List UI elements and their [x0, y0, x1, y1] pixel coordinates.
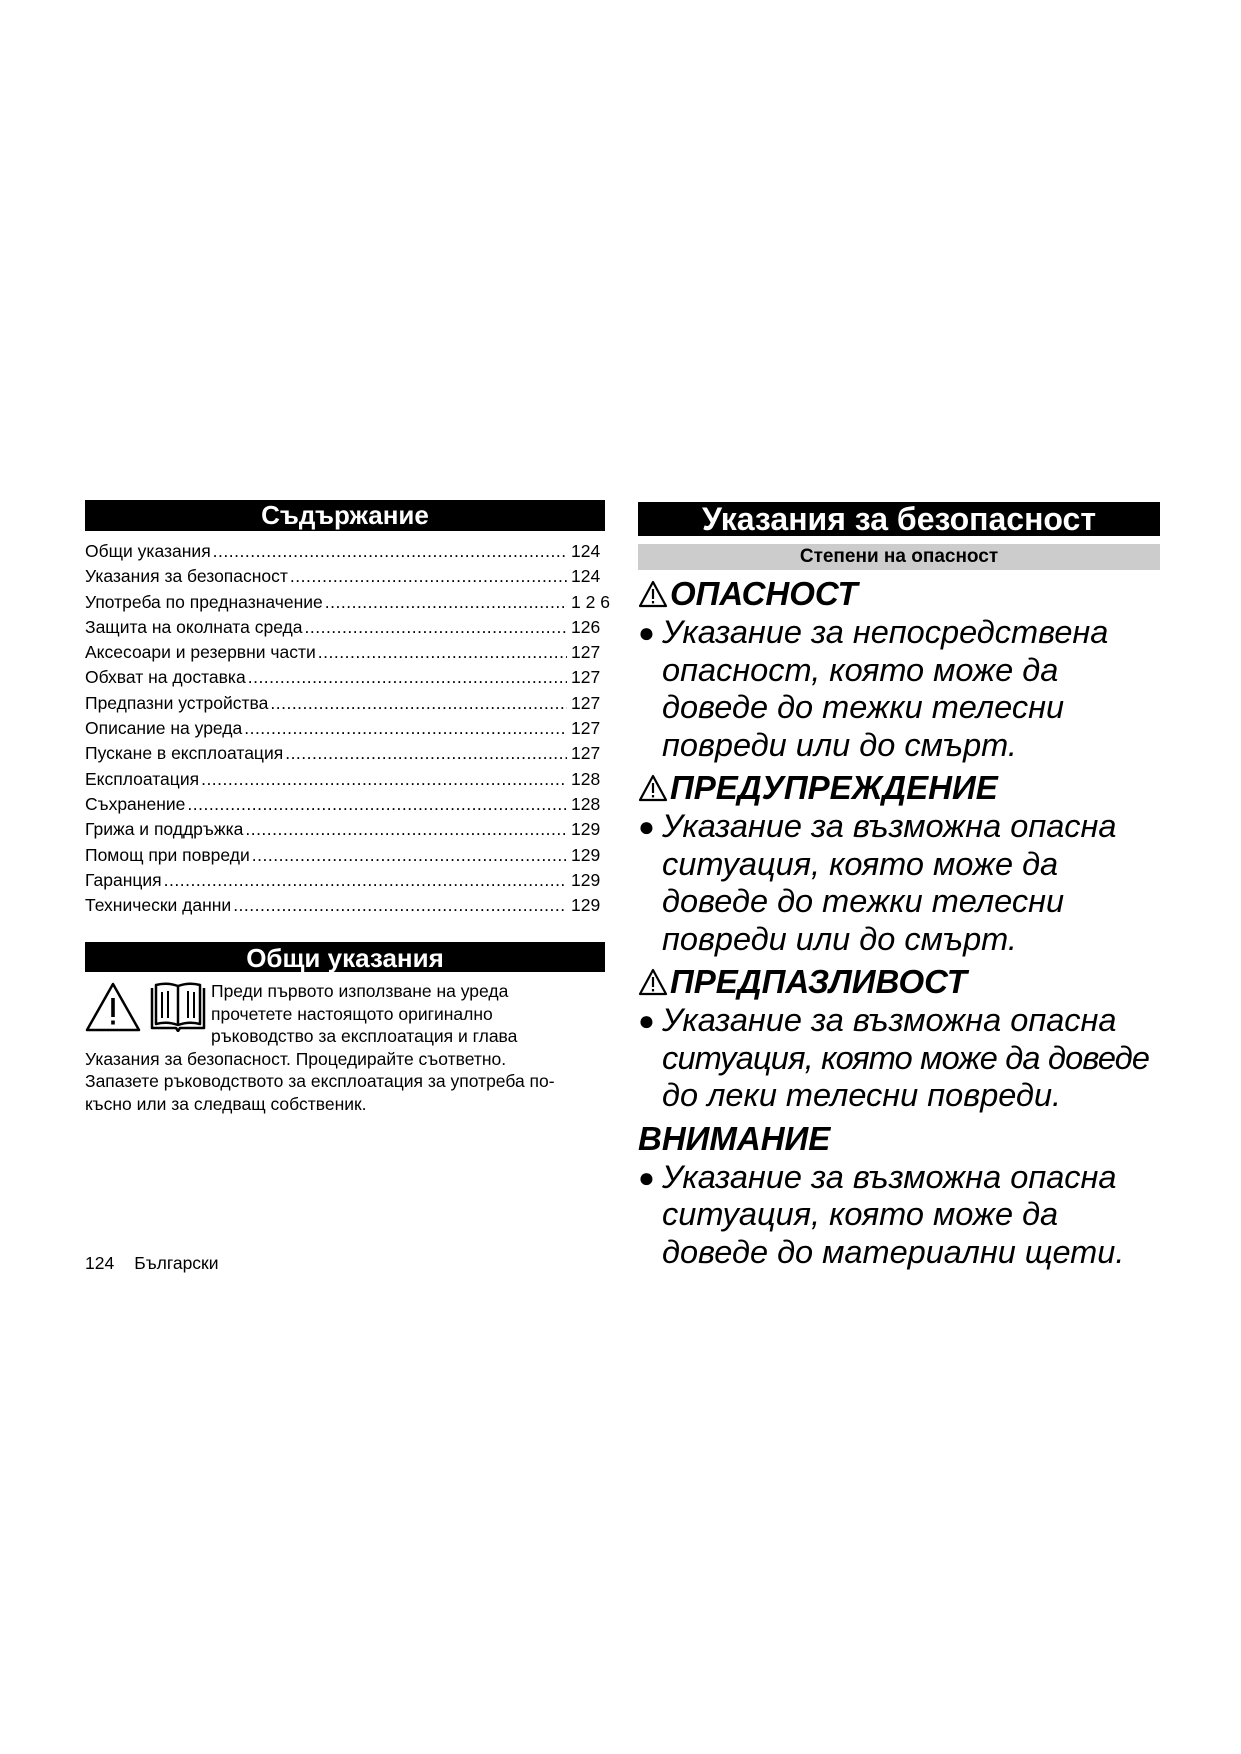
level-danger	[638, 574, 1160, 764]
toc-item-title: Общи указания	[85, 541, 211, 561]
toc-item-page: 129	[571, 844, 601, 865]
page-footer	[85, 1253, 218, 1274]
general-icons	[85, 980, 211, 1048]
general-text-line: ръководство за експлоатация и глава	[211, 1026, 518, 1047]
level-line: опасност, която може да	[662, 651, 1059, 688]
toc-leader-dots	[290, 566, 567, 587]
general-text-line: Указания за безопасност. Процедирайте съответно.	[85, 1048, 507, 1069]
toc-item-title: Предпазни устройства	[85, 692, 269, 713]
toc-item-page: 127	[571, 692, 601, 713]
level-line: ситуация, която може да доведе	[662, 1039, 1150, 1076]
toc-list	[85, 541, 610, 920]
level-line: Указание за непосредствена	[662, 614, 1109, 650]
toc-leader-dots	[187, 794, 567, 815]
toc-item-page: 1 2 6	[571, 591, 610, 612]
general-text-line: Запазете ръководството за експлоатация за употреба по-	[85, 1071, 555, 1092]
bullet-icon: ●	[638, 811, 655, 842]
toc-item-title: Технически данни	[85, 895, 232, 916]
danger-levels-subheading: Степени на опасност	[638, 544, 1160, 570]
level-title-text: ПРЕДПАЗЛИВОСТ	[670, 963, 967, 1000]
toc-item-page: 127	[571, 718, 601, 739]
general-notes	[85, 980, 605, 1115]
toc-leader-dots	[201, 769, 567, 790]
toc-item-title: Помощ при повреди	[85, 844, 250, 865]
toc-item-page: 124	[571, 566, 601, 587]
toc-leader-dots	[305, 617, 568, 638]
toc-item-page: 124	[571, 541, 601, 561]
level-line: ситуация, която може да	[662, 1196, 1059, 1232]
toc-item[interactable]	[85, 566, 605, 591]
toc-leader-dots	[244, 718, 567, 739]
warning-triangle-icon	[85, 982, 141, 1032]
level-line: Указание за възможна опасна	[662, 1158, 1117, 1195]
level-title-text: ОПАСНОСТ	[670, 575, 858, 612]
toc-item-title: Защита на околната среда	[85, 616, 303, 637]
toc-leader-dots	[213, 541, 567, 562]
level-description	[638, 1002, 1160, 1115]
level-line: до леки телесни повреди.	[662, 1077, 1062, 1113]
toc-item-title: Гаранция	[85, 869, 162, 890]
toc-item[interactable]	[85, 718, 605, 743]
toc-item[interactable]	[85, 617, 605, 642]
level-line: повреди или до смърт.	[662, 726, 1017, 763]
toc-item-page: 127	[571, 642, 601, 663]
toc-item-page: 129	[571, 895, 601, 916]
toc-leader-dots	[318, 642, 567, 663]
toc-item[interactable]	[85, 845, 605, 870]
toc-leader-dots	[325, 592, 567, 613]
level-description	[638, 614, 1160, 764]
general-text-line: Преди първото използване на уреда	[211, 981, 509, 1002]
level-title-text: ПРЕДУПРЕЖДЕНИЕ	[670, 769, 998, 806]
manual-book-icon	[149, 982, 207, 1032]
toc-leader-dots	[245, 819, 567, 840]
safety-heading: Указания за безопасност	[638, 502, 1160, 536]
level-line: ситуация, която може да	[662, 845, 1059, 882]
toc-item[interactable]	[85, 743, 605, 768]
level-title	[638, 962, 1160, 1002]
general-text-line: прочетете настоящото оригинално	[211, 1003, 493, 1024]
level-line: Указание за възможна опасна	[662, 808, 1117, 844]
toc-item[interactable]	[85, 642, 605, 667]
level-line: доведе до тежки телесни	[662, 883, 1065, 919]
toc-leader-dots	[285, 743, 567, 764]
level-line: повреди или до смърт.	[662, 920, 1017, 957]
toc-item-title: Указания за безопасност	[85, 566, 288, 587]
level-title-text: ВНИМАНИЕ	[638, 1119, 831, 1157]
toc-item-title: Аксесоари и резервни части	[85, 642, 316, 663]
bullet-icon: ●	[638, 617, 655, 648]
level-line: доведе до тежки телесни	[662, 689, 1065, 725]
toc-item-title: Пускане в експлоатация	[85, 743, 284, 764]
toc-item[interactable]	[85, 693, 605, 718]
level-description	[638, 808, 1160, 958]
toc-item-page: 126	[571, 616, 601, 637]
right-column	[638, 502, 1160, 1271]
page-number: 124	[85, 1253, 115, 1273]
warning-triangle-icon	[638, 774, 668, 802]
toc-item[interactable]	[85, 541, 605, 566]
level-warning	[638, 768, 1160, 958]
toc-item[interactable]	[85, 870, 605, 895]
toc-item-title: Описание на уреда	[85, 718, 243, 739]
bullet-icon: ●	[638, 1005, 655, 1036]
toc-item-page: 129	[571, 869, 601, 890]
toc-leader-dots	[252, 845, 567, 866]
toc-item[interactable]	[85, 769, 605, 794]
toc-heading: Съдържание	[85, 500, 605, 531]
toc-leader-dots	[248, 667, 567, 688]
toc-leader-dots	[233, 895, 567, 916]
level-line: доведе до материални щети.	[662, 1233, 1125, 1270]
toc-leader-dots	[164, 870, 567, 891]
toc-item[interactable]	[85, 591, 610, 617]
toc-item-page: 128	[571, 768, 601, 789]
toc-item[interactable]	[85, 794, 605, 819]
toc-item-title: Грижа и поддръжка	[85, 819, 244, 840]
toc-item-title: Обхват на доставка	[85, 667, 246, 688]
toc-item-title: Експлоатация	[85, 768, 200, 789]
toc-item[interactable]	[85, 895, 605, 920]
toc-leader-dots	[270, 693, 567, 714]
level-title	[638, 768, 1160, 808]
toc-item-page: 127	[571, 743, 601, 764]
general-heading: Общи указания	[85, 942, 605, 972]
general-head-text	[211, 980, 605, 1048]
left-column	[85, 500, 610, 1115]
toc-item[interactable]	[85, 667, 605, 692]
toc-item[interactable]	[85, 819, 605, 844]
footer-language: Български	[134, 1253, 219, 1273]
level-line: Указание за възможна опасна	[662, 1002, 1117, 1038]
bullet-icon: ●	[638, 1161, 655, 1193]
level-notice	[638, 1119, 1160, 1272]
toc-item-page: 128	[571, 793, 601, 814]
general-text-line: късно или за следващ собственик.	[85, 1093, 367, 1114]
level-title	[638, 1119, 1160, 1159]
toc-item-page: 127	[571, 667, 601, 688]
warning-triangle-icon	[638, 580, 668, 608]
level-title	[638, 574, 1160, 614]
general-notes-header	[85, 980, 605, 1048]
level-caution	[638, 962, 1160, 1115]
toc-item-title: Употреба по предназначение	[85, 591, 323, 612]
toc-item-page: 129	[571, 819, 601, 840]
warning-triangle-icon	[638, 968, 668, 996]
level-description	[638, 1159, 1160, 1272]
toc-item-title: Съхранение	[85, 793, 186, 814]
